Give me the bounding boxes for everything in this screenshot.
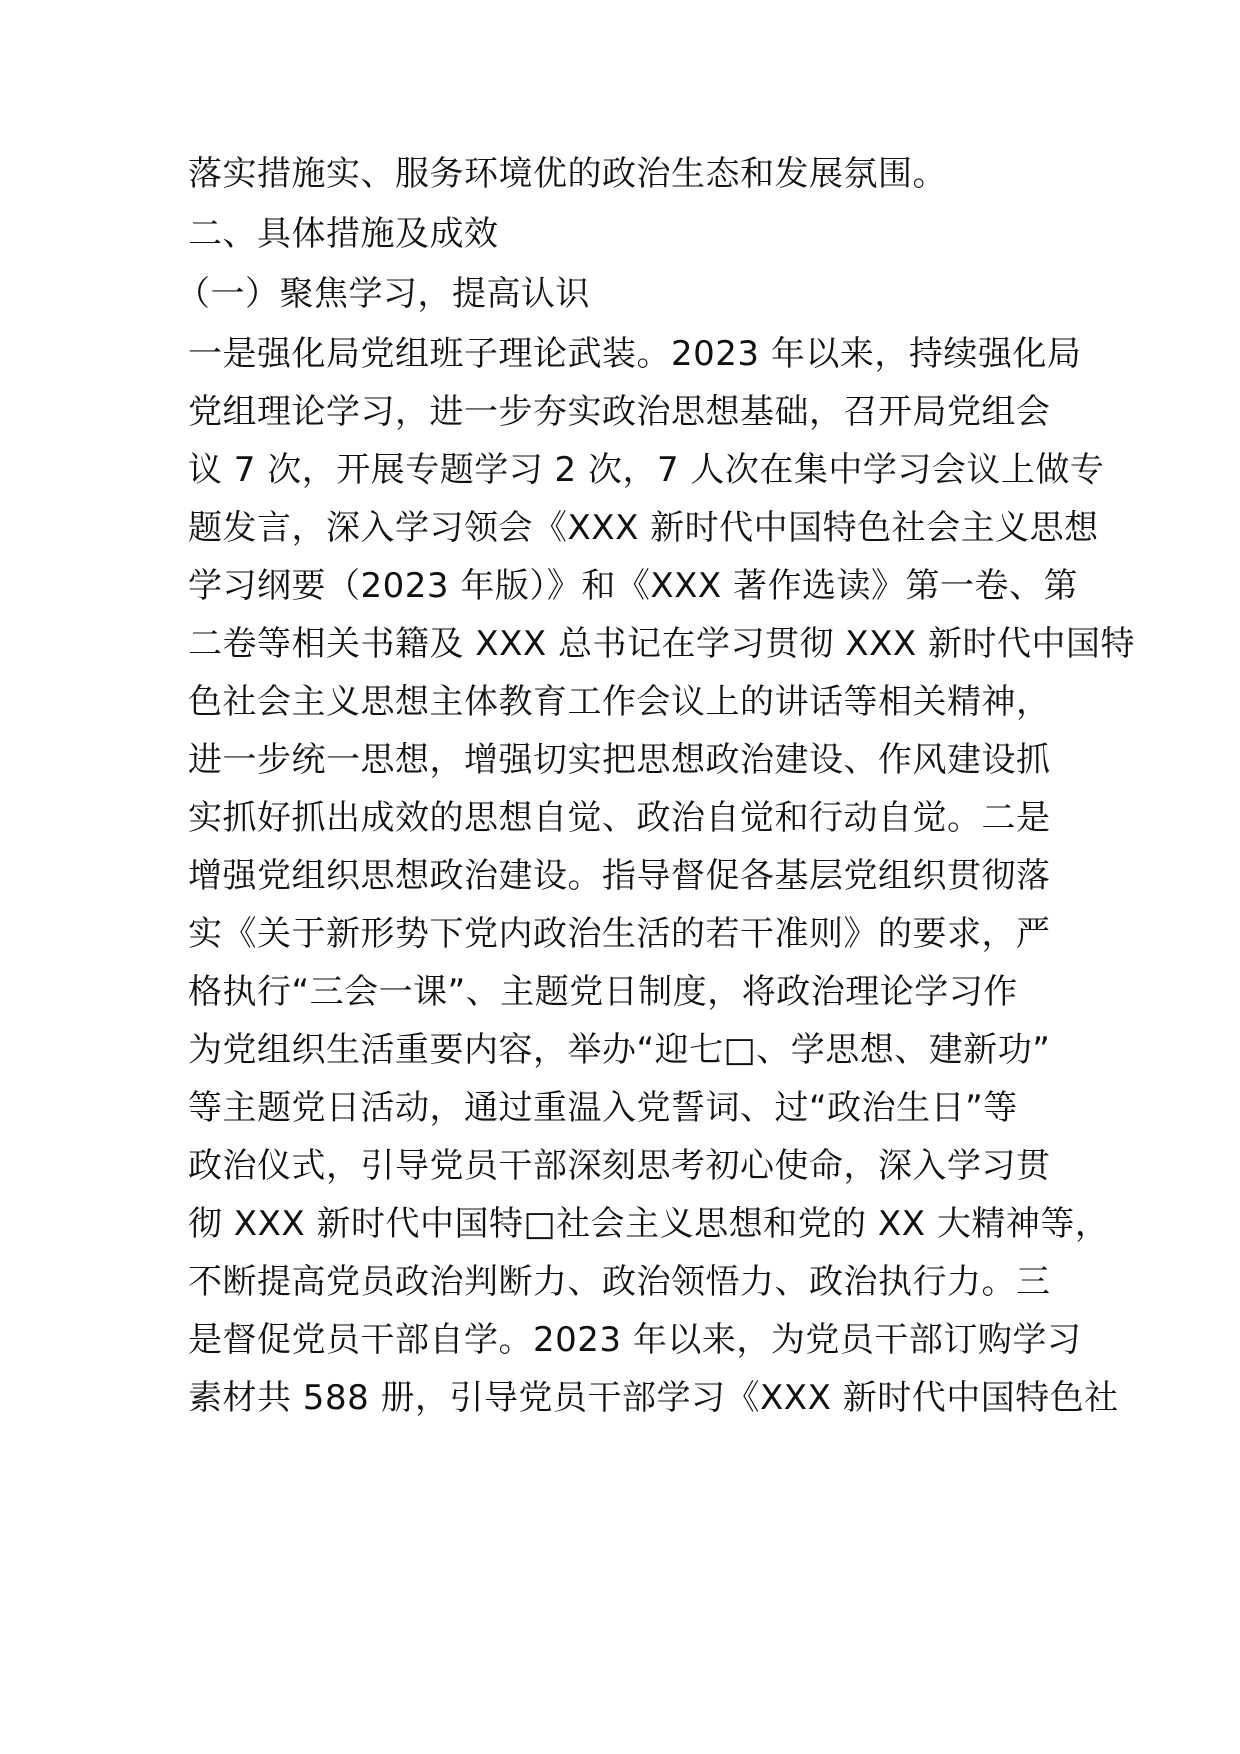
paragraph-line: 政治仪式，引导党员干部深刻思考初心使命，深入学习贯	[188, 1146, 1051, 1186]
paragraph-line: 彻 XXX 新时代中国特□社会主义思想和党的 XX 大精神等，	[188, 1204, 1110, 1244]
paragraph-line: 二卷等相关书籍及 XXX 总书记在学习贯彻 XXX 新时代中国特	[188, 624, 1135, 664]
paragraph-line: 进一步统一思想，增强切实把思想政治建设、作风建设抓	[188, 740, 1051, 780]
subsection-heading: （一）聚焦学习，提高认识	[176, 274, 590, 314]
paragraph-line: 是督促党员干部自学。2023 年以来，为党员干部订购学习	[188, 1320, 1082, 1360]
paragraph-line: 等主题党日活动，通过重温入党誓词、过“政治生日”等	[188, 1088, 1018, 1128]
paragraph-line: 格执行“三会一课”、主题党日制度，将政治理论学习作	[188, 972, 1018, 1012]
paragraph-line: 学习纲要（2023 年版）》和《XXX 著作选读》第一卷、第	[188, 566, 1079, 606]
paragraph-line: 实《关于新形势下党内政治生活的若干准则》的要求，严	[188, 914, 1051, 954]
paragraph-line: 增强党组织思想政治建设。指导督促各基层党组织贯彻落	[188, 856, 1051, 896]
paragraph-line: 色社会主义思想主体教育工作会议上的讲话等相关精神，	[188, 682, 1051, 722]
paragraph-line: 素材共 588 册，引导党员干部学习《XXX 新时代中国特色社	[188, 1378, 1119, 1418]
paragraph-line: 题发言，深入学习领会《XXX 新时代中国特色社会主义思想	[188, 508, 1099, 548]
section-heading: 二、具体措施及成效	[188, 214, 499, 254]
paragraph-line: 为党组织生活重要内容，举办“迎七□、学思想、建新功”	[188, 1030, 1051, 1070]
paragraph-line: 实抓好抓出成效的思想自觉、政治自觉和行动自觉。二是	[188, 798, 1051, 838]
paragraph-line: 一是强化局党组班子理论武装。2023 年以来，持续强化局	[188, 334, 1082, 374]
paragraph-line: 党组理论学习，进一步夯实政治思想基础，召开局党组会	[188, 392, 1051, 432]
paragraph-line: 议 7 次，开展专题学习 2 次，7 人次在集中学习会议上做专	[188, 450, 1105, 490]
paragraph-line: 不断提高党员政治判断力、政治领悟力、政治执行力。三	[188, 1262, 1051, 1302]
paragraph-line: 落实措施实、服务环境优的政治生态和发展氛围。	[188, 154, 947, 194]
